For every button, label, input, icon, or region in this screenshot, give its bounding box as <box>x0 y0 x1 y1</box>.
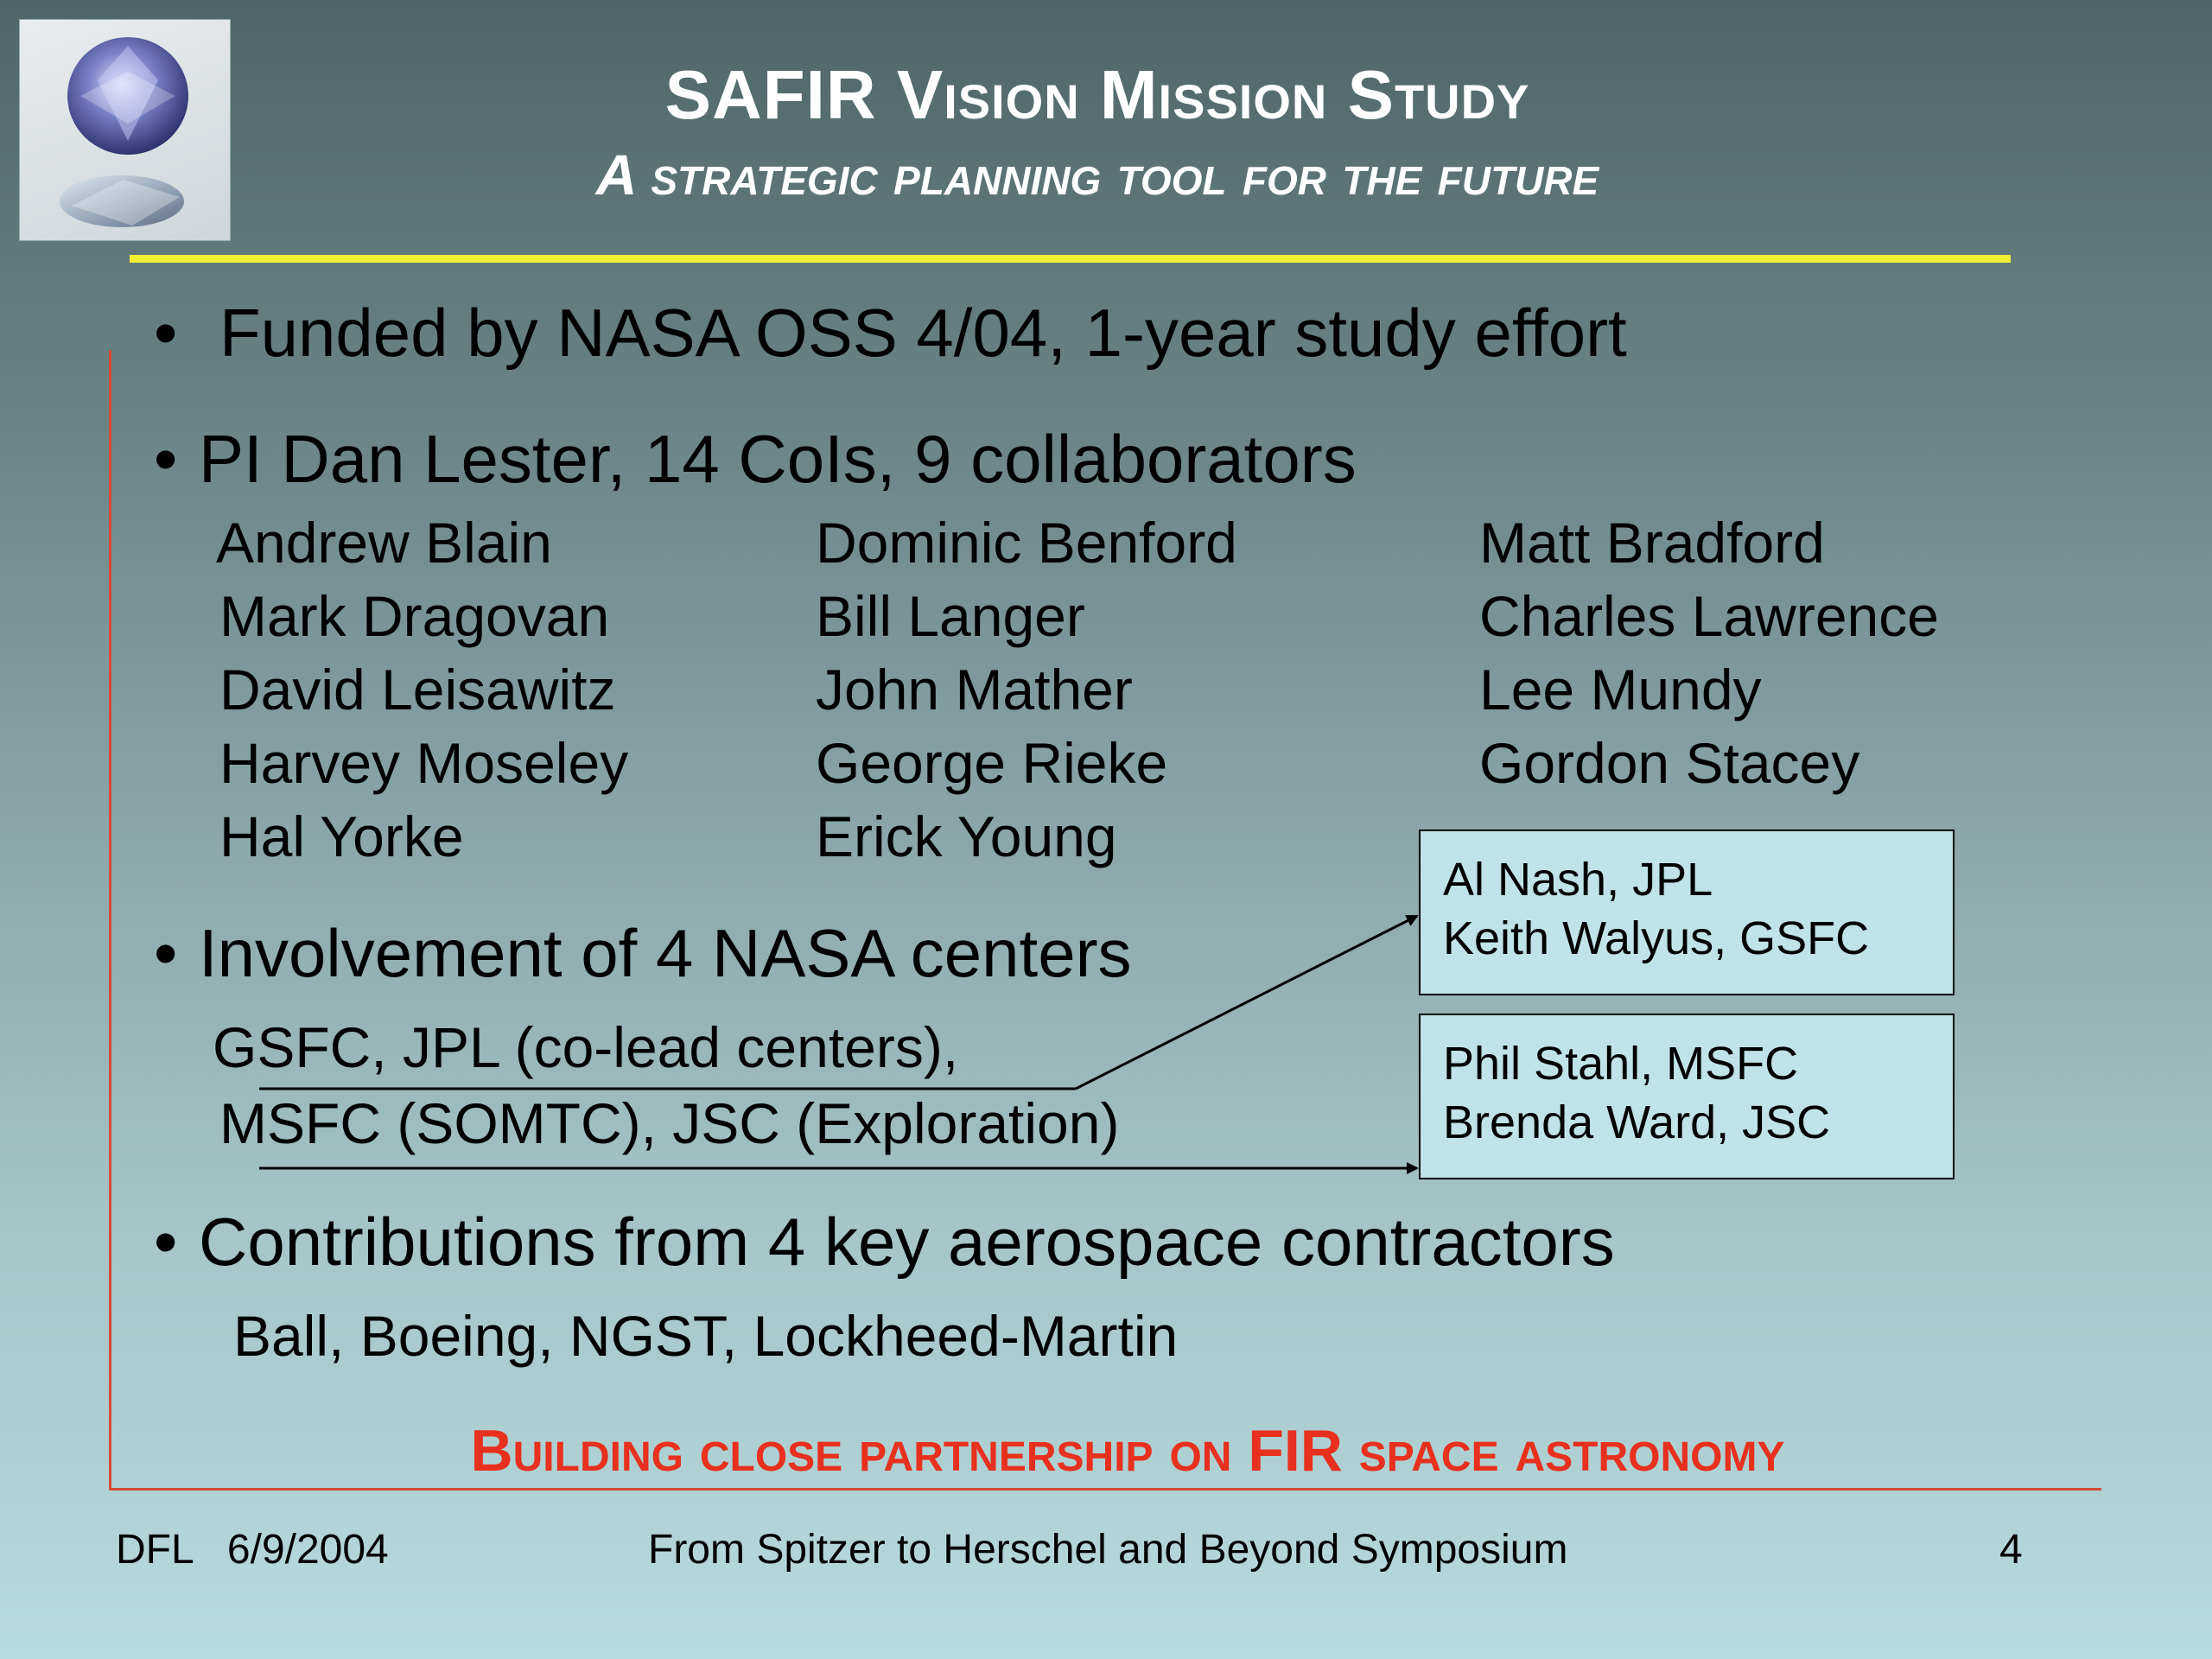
bullet-team: PI Dan Lester, 14 CoIs, 9 collaborators <box>199 421 1357 497</box>
bullet-nasa-centers: Involvement of 4 NASA centers <box>199 915 1132 991</box>
team-member: Erick Young <box>816 804 1117 868</box>
bullet-marker: • <box>154 1204 178 1280</box>
tagline: Building close partnership on FIR space astronomy <box>470 1418 1785 1484</box>
team-member: John Mather <box>816 658 1133 721</box>
team-member: Hal Yorke <box>219 804 464 868</box>
team-member: Dominic Benford <box>816 511 1237 575</box>
bullet-marker: • <box>154 915 178 991</box>
team-member: Charles Lawrence <box>1479 584 1939 648</box>
contact-name: Keith Walyus, GSFC <box>1443 912 1870 964</box>
contractors-list: Ball, Boeing, NGST, Lockheed-Martin <box>233 1304 1179 1368</box>
footer-event: From Spitzer to Herschel and Beyond Symposium <box>648 1527 1568 1573</box>
team-member: Matt Bradford <box>1479 511 1825 575</box>
page-number: 4 <box>1999 1527 2023 1573</box>
bullet-funding: Funded by NASA OSS 4/04, 1-year study effort <box>219 295 1627 371</box>
footer-author-date: DFL 6/9/2004 <box>116 1527 389 1573</box>
slide-title: SAFIR Vision Mission Study <box>664 56 1530 133</box>
team-member: David Leisawitz <box>219 658 616 721</box>
team-member: Bill Langer <box>816 584 1085 648</box>
contact-name: Phil Stahl, MSFC <box>1443 1038 1799 1090</box>
contact-name: Al Nash, JPL <box>1443 854 1713 906</box>
bullet-contractors: Contributions from 4 key aerospace contractors <box>199 1204 1615 1280</box>
team-member: Lee Mundy <box>1479 658 1762 721</box>
arrow-to-box-1 <box>1076 916 1417 1089</box>
team-member: Harvey Moseley <box>219 731 629 795</box>
team-member: Mark Dragovan <box>219 584 610 648</box>
contact-name: Brenda Ward, JSC <box>1443 1096 1831 1148</box>
bullet-marker: • <box>154 295 178 371</box>
slide-subtitle: A strategic planning tool for the future <box>595 143 1599 207</box>
team-member: Gordon Stacey <box>1479 731 1860 795</box>
centers-line-1: GSFC, JPL (co-lead centers), <box>213 1015 959 1079</box>
team-member: Andrew Blain <box>216 511 552 575</box>
centers-line-2: MSFC (SOMTC), JSC (Exploration) <box>219 1091 1120 1155</box>
bullet-marker: • <box>154 421 178 497</box>
team-member: George Rieke <box>816 731 1168 795</box>
